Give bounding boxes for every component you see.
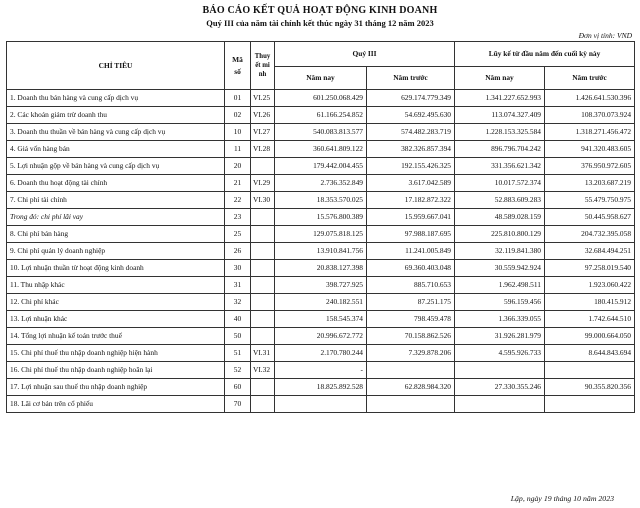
row-q3-last-year: 11.241.005.849: [367, 243, 455, 260]
row-ytd-this-year: 331.356.621.342: [455, 158, 545, 175]
row-ytd-this-year: [455, 362, 545, 379]
table-row: [7, 362, 635, 379]
row-q3-last-year: 885.710.653: [367, 277, 455, 294]
row-q3-this-year: 360.641.809.122: [275, 141, 367, 158]
row-q3-this-year: 20.996.672.772: [275, 328, 367, 345]
row-note: [251, 243, 275, 260]
row-q3-last-year: 97.988.187.695: [367, 226, 455, 243]
row-ytd-last-year: 8.644.843.694: [545, 345, 635, 362]
row-q3-this-year: 601.250.068.429: [275, 90, 367, 107]
row-code: 70: [225, 396, 251, 413]
row-code: 51: [225, 345, 251, 362]
row-q3-last-year: [367, 362, 455, 379]
row-ytd-last-year: 32.684.494.251: [545, 243, 635, 260]
row-q3-this-year: 129.075.818.125: [275, 226, 367, 243]
row-note: [251, 260, 275, 277]
row-item-name: 4. Giá vốn hàng bán: [7, 141, 225, 158]
row-q3-last-year: 3.617.042.589: [367, 175, 455, 192]
row-code: 50: [225, 328, 251, 345]
header-ytd-last-year: Năm trước: [545, 67, 635, 90]
row-ytd-last-year: 1.923.060.422: [545, 277, 635, 294]
row-ytd-this-year: 1.962.498.511: [455, 277, 545, 294]
row-item-name: 9. Chi phí quản lý doanh nghiệp: [7, 243, 225, 260]
row-code: 02: [225, 107, 251, 124]
income-statement-table: [6, 41, 635, 413]
row-item-name: 7. Chi phí tài chính: [7, 192, 225, 209]
row-ytd-this-year: 225.810.800.129: [455, 226, 545, 243]
row-q3-last-year: 798.459.478: [367, 311, 455, 328]
row-code: 22: [225, 192, 251, 209]
row-q3-last-year: 54.692.495.630: [367, 107, 455, 124]
row-item-name: 11. Thu nhập khác: [7, 277, 225, 294]
table-row: [7, 277, 635, 294]
row-note: VI.30: [251, 192, 275, 209]
row-ytd-this-year: 896.796.704.242: [455, 141, 545, 158]
table-row: [7, 379, 635, 396]
table-row: [7, 243, 635, 260]
row-q3-this-year: -: [275, 362, 367, 379]
row-item-name: 16. Chi phí thuế thu nhập doanh nghiệp hoãn lại: [7, 362, 225, 379]
row-q3-this-year: 15.576.800.389: [275, 209, 367, 226]
row-ytd-last-year: 180.415.912: [545, 294, 635, 311]
row-code: 01: [225, 90, 251, 107]
row-ytd-last-year: 13.203.687.219: [545, 175, 635, 192]
row-ytd-last-year: [545, 362, 635, 379]
row-item-name: 14. Tổng lợi nhuận kế toán trước thuế: [7, 328, 225, 345]
row-note: [251, 379, 275, 396]
row-ytd-last-year: 97.258.019.540: [545, 260, 635, 277]
header-item: CHỈ TIÊU: [7, 42, 225, 90]
row-ytd-this-year: 27.330.355.246: [455, 379, 545, 396]
table-row: [7, 158, 635, 175]
row-note: VI.26: [251, 107, 275, 124]
row-ytd-this-year: 48.589.028.159: [455, 209, 545, 226]
row-item-name: 6. Doanh thu hoạt động tài chính: [7, 175, 225, 192]
table-row: [7, 345, 635, 362]
row-ytd-last-year: [545, 396, 635, 413]
row-ytd-last-year: 99.000.664.050: [545, 328, 635, 345]
row-note: [251, 209, 275, 226]
table-row: [7, 192, 635, 209]
row-q3-this-year: 13.910.841.756: [275, 243, 367, 260]
row-note: [251, 328, 275, 345]
report-title: BÁO CÁO KẾT QUẢ HOẠT ĐỘNG KINH DOANH: [202, 5, 438, 16]
table-body: [7, 90, 635, 413]
table-row: [7, 124, 635, 141]
row-q3-this-year: 18.353.570.025: [275, 192, 367, 209]
row-ytd-last-year: 376.950.972.605: [545, 158, 635, 175]
row-ytd-last-year: 1.426.641.530.396: [545, 90, 635, 107]
table-row: [7, 175, 635, 192]
row-q3-last-year: 629.174.779.349: [367, 90, 455, 107]
row-ytd-this-year: 52.883.609.283: [455, 192, 545, 209]
table-row: [7, 311, 635, 328]
row-q3-this-year: 2.170.780.244: [275, 345, 367, 362]
row-q3-last-year: 87.251.175: [367, 294, 455, 311]
row-q3-this-year: 2.736.352.849: [275, 175, 367, 192]
header-note: Thuyết minh: [251, 42, 275, 90]
row-ytd-last-year: 1.742.644.510: [545, 311, 635, 328]
row-item-name: 18. Lãi cơ bản trên cổ phiếu: [7, 396, 225, 413]
table-row: [7, 209, 635, 226]
row-item-name: 13. Lợi nhuận khác: [7, 311, 225, 328]
row-q3-last-year: 382.326.857.394: [367, 141, 455, 158]
header-ytd: Lũy kế từ đầu năm đến cuối kỳ này: [455, 42, 635, 67]
row-q3-last-year: 62.828.984.320: [367, 379, 455, 396]
row-q3-this-year: 18.825.892.528: [275, 379, 367, 396]
row-code: 25: [225, 226, 251, 243]
header-q3-this-year: Năm nay: [275, 67, 367, 90]
row-q3-this-year: 240.182.551: [275, 294, 367, 311]
row-item-name: 2. Các khoản giảm trừ doanh thu: [7, 107, 225, 124]
row-note: VI.32: [251, 362, 275, 379]
row-note: [251, 294, 275, 311]
row-q3-last-year: 69.360.403.048: [367, 260, 455, 277]
header-q3-last-year: Năm trước: [367, 67, 455, 90]
row-note: [251, 277, 275, 294]
row-q3-last-year: 574.482.283.719: [367, 124, 455, 141]
table-row: [7, 328, 635, 345]
row-item-name: 10. Lợi nhuận thuần từ hoạt động kinh doanh: [7, 260, 225, 277]
row-ytd-this-year: 31.926.281.979: [455, 328, 545, 345]
header-q3: Quý III: [275, 42, 455, 67]
row-ytd-this-year: 4.595.926.733: [455, 345, 545, 362]
row-note: VI.28: [251, 141, 275, 158]
row-code: 21: [225, 175, 251, 192]
row-ytd-last-year: 55.479.750.975: [545, 192, 635, 209]
row-ytd-this-year: [455, 396, 545, 413]
signature-date: Lập, ngày 19 tháng 10 năm 2023: [510, 494, 614, 503]
row-ytd-last-year: 90.355.820.356: [545, 379, 635, 396]
table-row: [7, 396, 635, 413]
row-ytd-this-year: 30.559.942.924: [455, 260, 545, 277]
row-ytd-last-year: 204.732.395.058: [545, 226, 635, 243]
row-ytd-this-year: 1.366.339.055: [455, 311, 545, 328]
row-q3-this-year: 61.166.254.852: [275, 107, 367, 124]
table-row: [7, 226, 635, 243]
row-q3-this-year: 179.442.004.455: [275, 158, 367, 175]
row-item-name: 8. Chi phí bán hàng: [7, 226, 225, 243]
row-item-name: 12. Chi phí khác: [7, 294, 225, 311]
currency-unit: Đơn vị tính: VND: [578, 31, 632, 40]
row-code: 30: [225, 260, 251, 277]
row-note: [251, 311, 275, 328]
row-ytd-last-year: 1.318.271.456.472: [545, 124, 635, 141]
table-row: [7, 294, 635, 311]
row-code: 11: [225, 141, 251, 158]
table-row: [7, 260, 635, 277]
row-code: 23: [225, 209, 251, 226]
row-note: VI.25: [251, 90, 275, 107]
table-row: [7, 107, 635, 124]
row-item-name: 3. Doanh thu thuần về bán hàng và cung cấp dịch vụ: [7, 124, 225, 141]
row-q3-last-year: 15.959.667.041: [367, 209, 455, 226]
row-code: 32: [225, 294, 251, 311]
table-row: [7, 141, 635, 158]
row-ytd-this-year: 1.228.153.325.584: [455, 124, 545, 141]
row-q3-this-year: 20.838.127.398: [275, 260, 367, 277]
row-code: 20: [225, 158, 251, 175]
row-q3-this-year: 158.545.374: [275, 311, 367, 328]
row-note: [251, 396, 275, 413]
row-note: VI.29: [251, 175, 275, 192]
row-q3-last-year: 7.329.878.206: [367, 345, 455, 362]
row-code: 40: [225, 311, 251, 328]
row-item-name: 15. Chi phí thuế thu nhập doanh nghiệp hiện hành: [7, 345, 225, 362]
row-ytd-last-year: 108.370.073.924: [545, 107, 635, 124]
row-ytd-this-year: 10.017.572.374: [455, 175, 545, 192]
row-note: VI.27: [251, 124, 275, 141]
row-note: [251, 158, 275, 175]
row-item-name: 17. Lợi nhuận sau thuế thu nhập doanh nghiệp: [7, 379, 225, 396]
row-q3-last-year: [367, 396, 455, 413]
row-ytd-this-year: 596.159.456: [455, 294, 545, 311]
row-code: 10: [225, 124, 251, 141]
row-q3-this-year: 398.727.925: [275, 277, 367, 294]
row-code: 26: [225, 243, 251, 260]
row-item-name: 5. Lợi nhuận gộp về bán hàng và cung cấp dịch vụ: [7, 158, 225, 175]
row-note: VI.31: [251, 345, 275, 362]
row-note: [251, 226, 275, 243]
row-item-name: 1. Doanh thu bán hàng và cung cấp dịch vụ: [7, 90, 225, 107]
row-ytd-this-year: 32.119.841.380: [455, 243, 545, 260]
header-ytd-this-year: Năm nay: [455, 67, 545, 90]
row-code: 31: [225, 277, 251, 294]
header-code: Mã số: [225, 42, 251, 90]
table-row: [7, 90, 635, 107]
row-item-name: Trong đó: chi phí lãi vay: [7, 209, 225, 226]
row-ytd-this-year: 113.074.327.409: [455, 107, 545, 124]
row-q3-last-year: 192.155.426.325: [367, 158, 455, 175]
report-subtitle: Quý III của năm tài chính kết thúc ngày 31 tháng 12 năm 2023: [206, 18, 434, 28]
row-q3-this-year: [275, 396, 367, 413]
row-q3-this-year: 540.083.813.577: [275, 124, 367, 141]
row-q3-last-year: 17.182.872.322: [367, 192, 455, 209]
row-ytd-this-year: 1.341.227.652.993: [455, 90, 545, 107]
row-ytd-last-year: 941.320.483.605: [545, 141, 635, 158]
row-q3-last-year: 70.158.862.526: [367, 328, 455, 345]
row-code: 60: [225, 379, 251, 396]
row-ytd-last-year: 50.445.958.627: [545, 209, 635, 226]
row-code: 52: [225, 362, 251, 379]
